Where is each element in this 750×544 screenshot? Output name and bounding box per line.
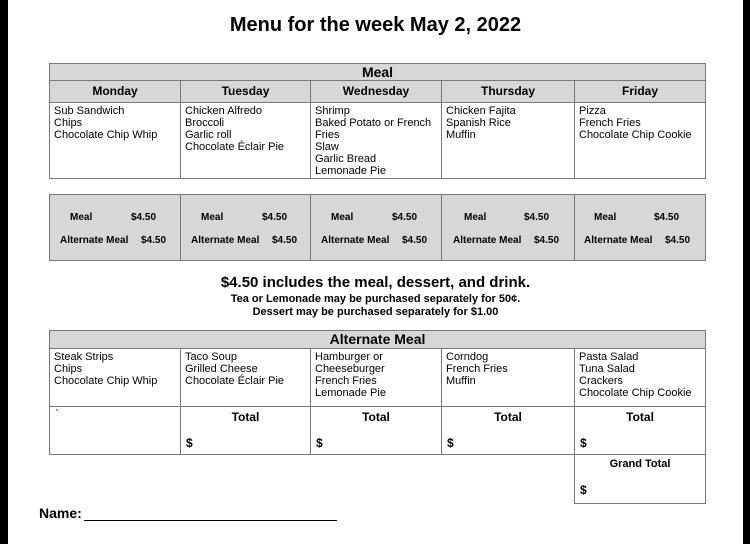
menu-item: Fries bbox=[315, 129, 340, 141]
grand-total-cell[interactable] bbox=[575, 455, 706, 504]
day-header-wednesday: Wednesday bbox=[311, 81, 442, 103]
menu-item: Baked Potato or French bbox=[315, 117, 432, 129]
alt-price-label: Alternate Meal bbox=[321, 235, 390, 246]
meal-items-friday bbox=[575, 103, 706, 179]
meal-items-wednesday bbox=[311, 103, 442, 179]
price-table bbox=[49, 194, 706, 261]
menu-item: French Fries bbox=[579, 117, 641, 129]
drink-note: Tea or Lemonade may be purchased separately for 50¢. bbox=[230, 293, 521, 305]
total-dollar: $ bbox=[186, 436, 193, 450]
alt-price-value: $4.50 bbox=[272, 235, 298, 246]
total-cell-wednesday[interactable] bbox=[311, 407, 442, 455]
page-title: Menu for the week May 2, 2022 bbox=[229, 14, 522, 36]
name-label: Name: bbox=[39, 505, 82, 521]
alt-price-value: $4.50 bbox=[141, 235, 167, 246]
meal-price-value: $4.50 bbox=[392, 212, 418, 223]
menu-item: Pasta Salad bbox=[579, 351, 639, 363]
alt-price-value: $4.50 bbox=[402, 235, 428, 246]
price-cell-friday bbox=[575, 195, 706, 261]
meal-items-monday bbox=[50, 103, 181, 179]
menu-item: Muffin bbox=[446, 375, 476, 387]
menu-item: Taco Soup bbox=[185, 351, 237, 363]
name-blank-line[interactable] bbox=[84, 506, 337, 521]
menu-item: Slaw bbox=[315, 141, 339, 153]
alt-price-label: Alternate Meal bbox=[453, 235, 522, 246]
menu-item: Spanish Rice bbox=[446, 117, 511, 129]
menu-item: Chicken Fajita bbox=[446, 105, 516, 117]
meal-price-label: Meal bbox=[201, 212, 224, 223]
alt-items-wednesday bbox=[311, 349, 442, 407]
menu-item: Chocolate Éclair Pie bbox=[185, 375, 285, 387]
meal-table bbox=[49, 63, 706, 179]
menu-page bbox=[8, 0, 743, 544]
total-cell-monday bbox=[50, 407, 181, 455]
alt-items-thursday bbox=[442, 349, 575, 407]
alt-items-monday bbox=[50, 349, 181, 407]
menu-item: Steak Strips bbox=[54, 351, 114, 363]
alt-price-label: Alternate Meal bbox=[584, 235, 653, 246]
day-header-monday: Monday bbox=[50, 81, 181, 103]
price-cell-tuesday bbox=[181, 195, 311, 261]
meal-price-value: $4.50 bbox=[654, 212, 680, 223]
menu-item: Lemonade Pie bbox=[315, 387, 386, 399]
price-cell-monday bbox=[50, 195, 181, 261]
menu-item: Sub Sandwich bbox=[54, 105, 125, 117]
total-dollar: $ bbox=[447, 436, 454, 450]
meal-price-label: Meal bbox=[464, 212, 487, 223]
menu-item: Cheeseburger bbox=[315, 363, 385, 375]
meal-price-label: Meal bbox=[594, 212, 617, 223]
total-label: Total bbox=[626, 410, 654, 424]
menu-item: Shrimp bbox=[315, 105, 350, 117]
menu-item: Grilled Cheese bbox=[185, 363, 258, 375]
meal-price-value: $4.50 bbox=[524, 212, 550, 223]
alternate-meal-table bbox=[49, 330, 706, 504]
price-cell-wednesday bbox=[311, 195, 442, 261]
menu-item: Muffin bbox=[446, 129, 476, 141]
menu-item: Garlic roll bbox=[185, 129, 232, 141]
alt-items-tuesday bbox=[181, 349, 311, 407]
day-header-friday: Friday bbox=[575, 81, 706, 103]
menu-item: Chocolate Chip Cookie bbox=[579, 387, 692, 399]
menu-item: French Fries bbox=[315, 375, 377, 387]
day-header-thursday: Thursday bbox=[442, 81, 575, 103]
menu-item: Chicken Alfredo bbox=[185, 105, 263, 117]
alt-items-friday bbox=[575, 349, 706, 407]
grand-total-label: Grand Total bbox=[609, 458, 671, 470]
menu-item: Chocolate Chip Cookie bbox=[579, 129, 692, 141]
meal-price-label: Meal bbox=[70, 212, 93, 223]
menu-item: Chocolate Éclair Pie bbox=[185, 141, 285, 153]
meal-header: Meal bbox=[50, 64, 706, 81]
alt-price-label: Alternate Meal bbox=[60, 235, 129, 246]
total-label: Total bbox=[231, 410, 260, 424]
name-field[interactable] bbox=[39, 505, 337, 521]
stray-tick-mark: ` bbox=[55, 407, 59, 421]
alt-price-value: $4.50 bbox=[665, 235, 691, 246]
total-cell-friday[interactable] bbox=[575, 407, 706, 455]
alternate-meal-header: Alternate Meal bbox=[50, 331, 706, 349]
price-note: $4.50 includes the meal, dessert, and drink. bbox=[220, 274, 531, 291]
meal-price-value: $4.50 bbox=[131, 212, 157, 223]
menu-item: French Fries bbox=[446, 363, 508, 375]
price-cell-thursday bbox=[442, 195, 575, 261]
menu-item: Crackers bbox=[579, 375, 624, 387]
menu-item: Chips bbox=[54, 117, 83, 129]
menu-item: Corndog bbox=[446, 351, 489, 363]
menu-item: Hamburger or bbox=[315, 351, 383, 363]
menu-item: Chips bbox=[54, 363, 83, 375]
total-dollar: $ bbox=[316, 436, 323, 450]
total-dollar: $ bbox=[580, 436, 587, 450]
alt-price-label: Alternate Meal bbox=[191, 235, 260, 246]
meal-price-value: $4.50 bbox=[262, 212, 288, 223]
meal-price-label: Meal bbox=[331, 212, 354, 223]
meal-items-thursday bbox=[442, 103, 575, 179]
day-header-tuesday: Tuesday bbox=[181, 81, 311, 103]
menu-item: Chocolate Chip Whip bbox=[54, 375, 158, 387]
menu-item: Chocolate Chip Whip bbox=[54, 129, 158, 141]
grand-total-dollar: $ bbox=[580, 483, 587, 497]
total-label: Total bbox=[362, 410, 390, 424]
menu-item: Tuna Salad bbox=[579, 363, 635, 375]
empty-spacer bbox=[50, 455, 575, 504]
total-label: Total bbox=[494, 410, 522, 424]
alt-price-value: $4.50 bbox=[534, 235, 560, 246]
dessert-note: Dessert may be purchased separately for $1.00 bbox=[252, 306, 499, 318]
menu-item: Pizza bbox=[579, 105, 606, 117]
total-cell-thursday[interactable] bbox=[442, 407, 575, 455]
menu-item: Garlic Bread bbox=[315, 153, 377, 165]
menu-item: Broccoli bbox=[185, 117, 225, 129]
meal-items-tuesday bbox=[181, 103, 311, 179]
total-cell-tuesday[interactable] bbox=[181, 407, 311, 455]
menu-item: Lemonade Pie bbox=[315, 165, 386, 177]
